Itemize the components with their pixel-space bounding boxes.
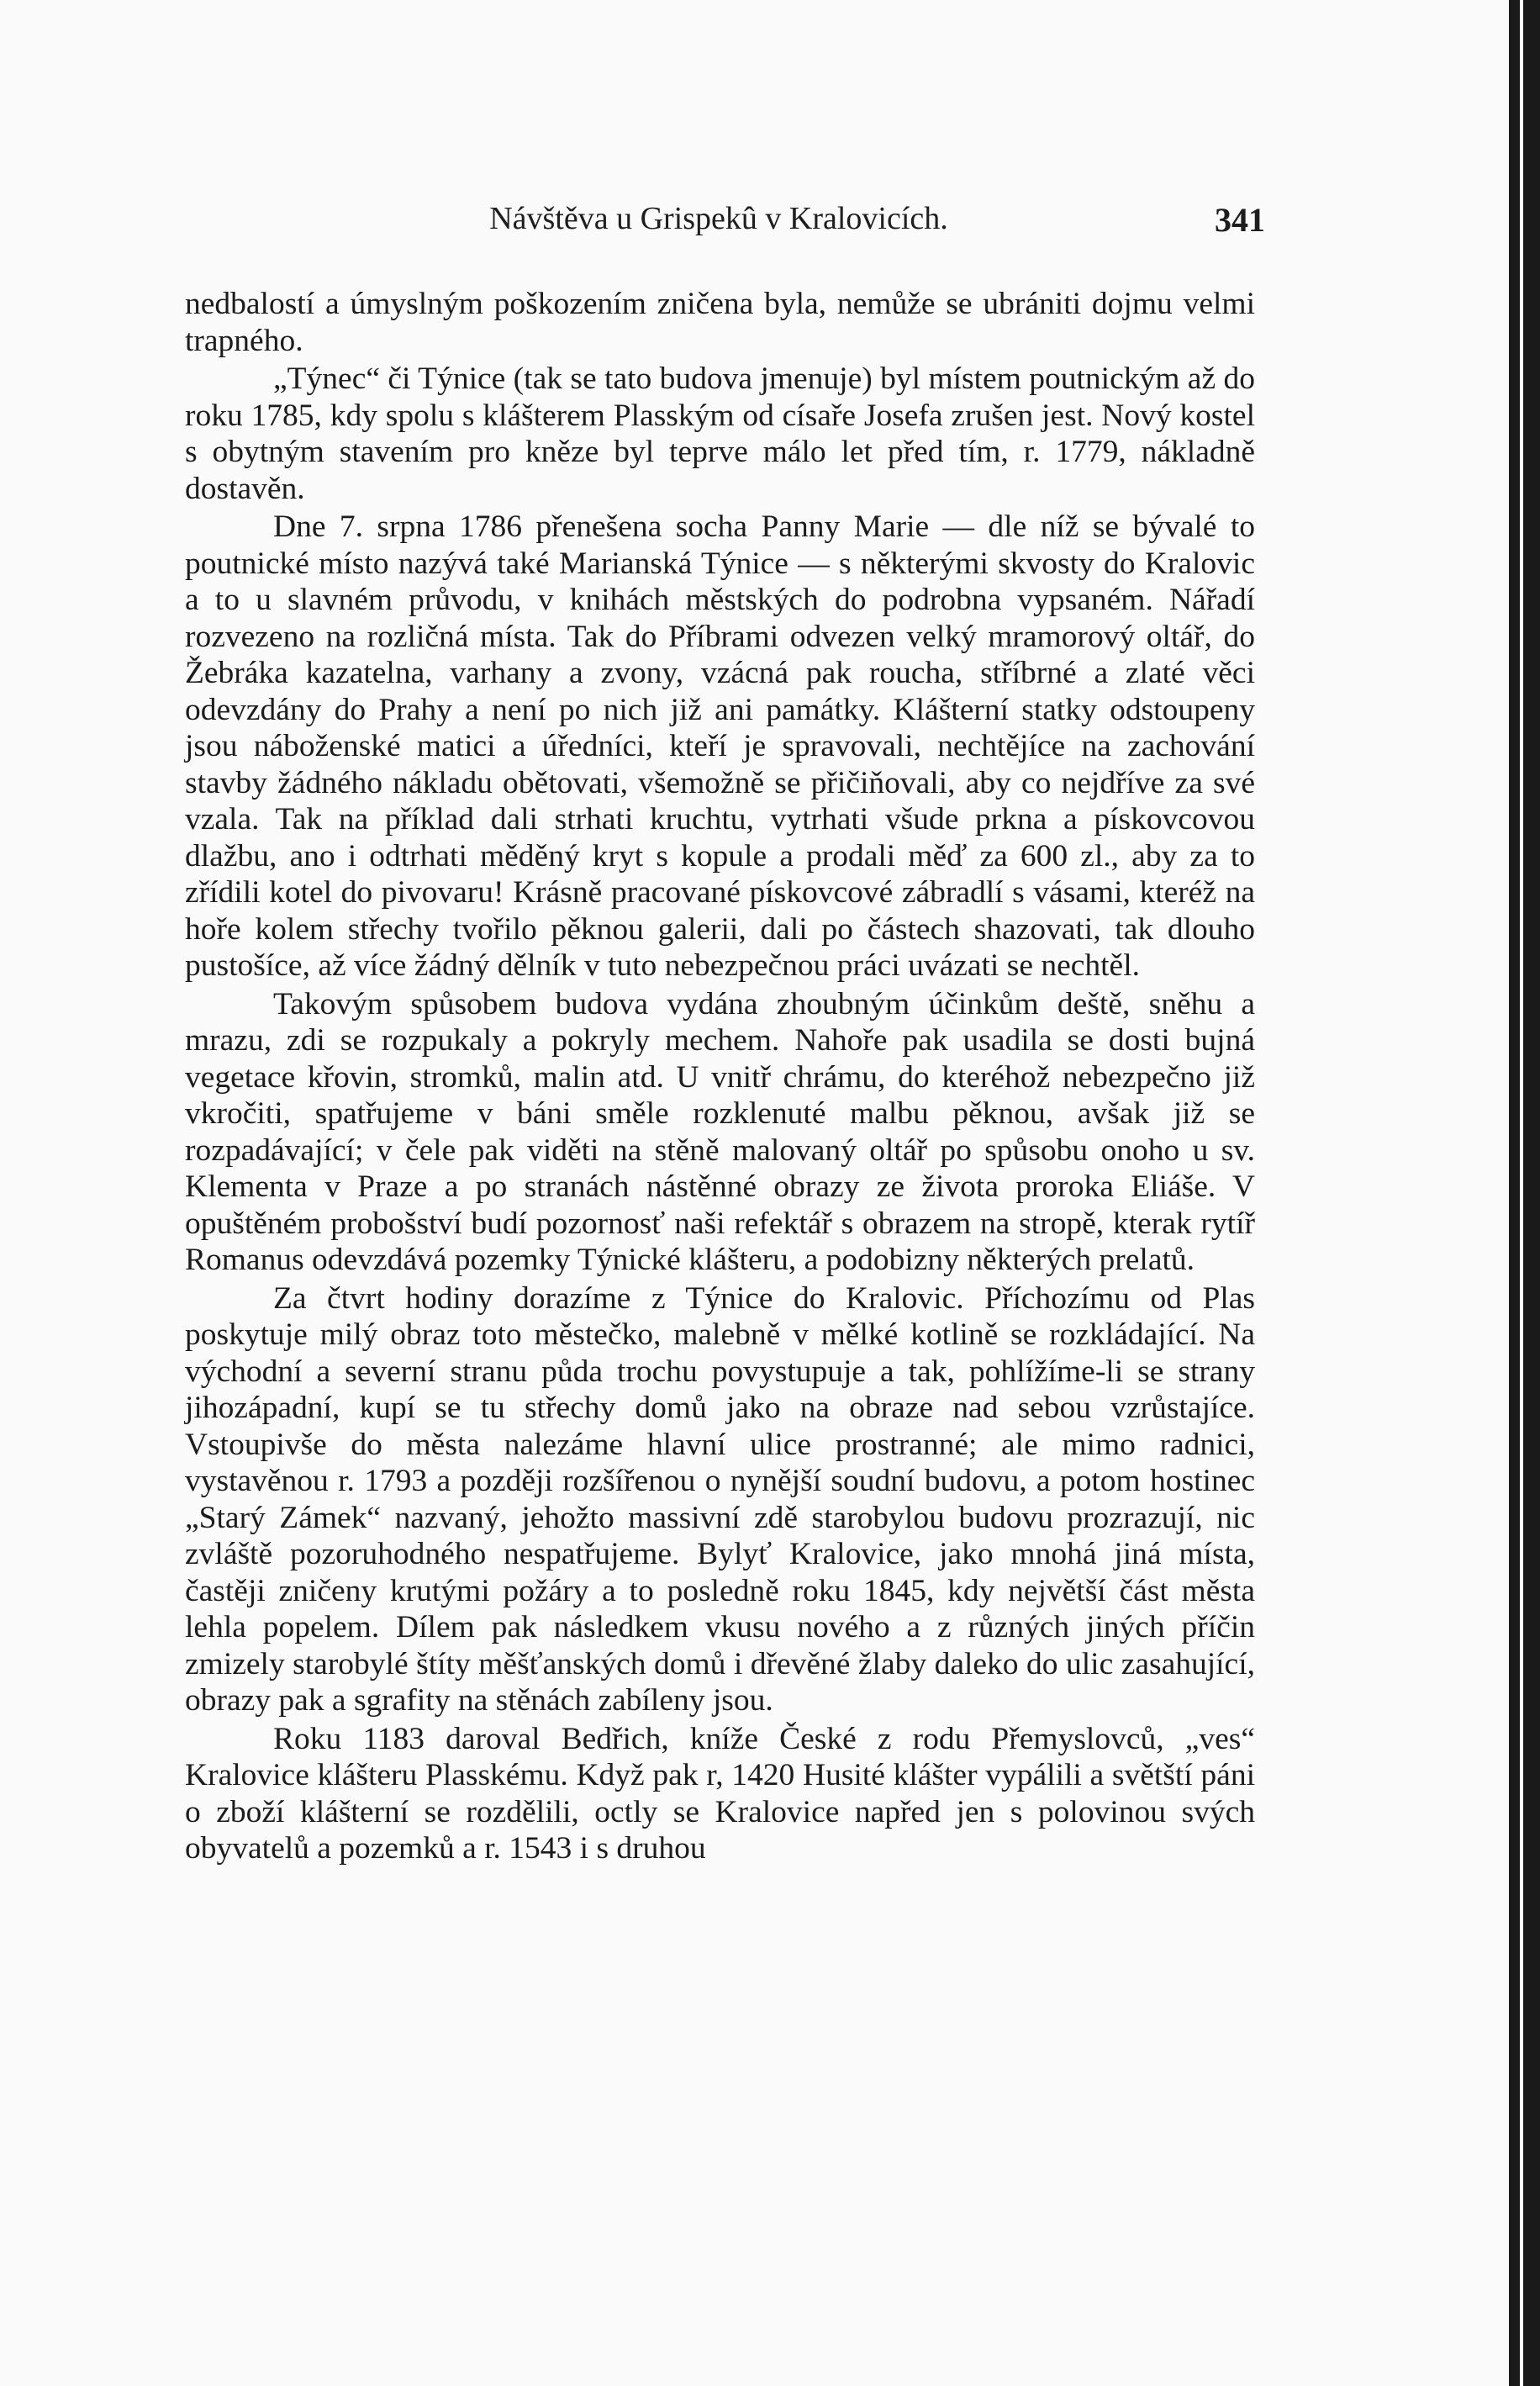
paragraph: „Týnec“ či Týnice (tak se tato budova jmenuje) byl místem poutnickým až do roku 1785, kdy spolu s klášterem Plasským od císaře Josefa zrušen jest. Nový kostel s obytným stavením pro kněze byl teprve málo let před tím, r. 1779, nákladně dostavěn. bbox=[185, 362, 1255, 506]
paragraph: nedbalostí a úmyslným poškozením zničena byla, nemůže se ubrániti dojmu velmi trapného. bbox=[185, 287, 1255, 358]
paragraph: Takovým spůsobem budova vydána zhoubným účinkům deště, sněhu a mrazu, zdi se rozpukaly a pokryly mechem. Nahoře pak usadila se dosti bujná vegetace křovin, stromků, malin atd. U vnitř chrámu, do kteréhož nebezpečno již vkročiti, spatřujeme v báni směle rozklenuté malbu pěknou, avšak již se rozpadávající; v čele pak viděti na stěně malovaný oltář po spůsobu onoho u sv. Klementa v Praze a po stranách nástěnné obrazy ze života proroka Eliáše. V opuštěném probošství budí pozornosť naši refektář s obrazem na stropě, kterak rytíř Romanus odevzdává pozemky Týnické klášteru, a podobizny některých prelatů. bbox=[185, 986, 1255, 1277]
paragraph: Roku 1183 daroval Bedřich, kníže České z rodu Přemyslovců, „ves“ Kralovice klášteru Plasskému. Když pak r, 1420 Husité klášter vypálili a světští páni o zboží klášterní se rozdělili, octly se Kralovice napřed jen s polovinou svých obyvatelů a pozemků a r. 1543 i s druhou bbox=[185, 1721, 1255, 1866]
paragraph: Za čtvrt hodiny dorazíme z Týnice do Kralovic. Příchozímu od Plas poskytuje milý obraz toto městečko, malebně v mělké kotlině se rozkládající. Na východní a severní stranu půda trochu povystupuje a tak, pohlížíme-li se strany jihozápadní, kupí se tu střechy domů jako na obraze nad sebou vzrůstajíce. Vstoupivše do města nalezáme hlavní ulice prostranné; ale mimo radnici, vystavěnou r. 1793 a později rozšířenou o nynější soudní budovu, a potom hostinec „Starý Zámek“ nazvaný, jehožto massivní zdě starobylou budovu prozrazují, nic zvláště pozoruhodného nespatřujeme. Bylyť Kralovice, jako mnohá jiná místa, častěji zničeny krutými požáry a to posledně roku 1845, kdy největší část města lehla popelem. Dílem pak následkem vkusu nového a z různých jiných příčin zmizely starobylé štíty měšťanských domů i dřevěné žlaby daleko do ulic zasahující, obrazy pak a sgrafity na stěnách zabíleny jsou. bbox=[185, 1280, 1255, 1718]
running-title: Návštěva u Grispekû v Kralovicích. bbox=[489, 201, 948, 236]
paragraph: Dne 7. srpna 1786 přenešena socha Panny Marie — dle níž se bývalé to poutnické místo nazývá také Marianská Týnice — s některými skvosty do Kralovic a to u slavném průvodu, v knihách městských do podrobna vypsaném. Nářadí rozvezeno na rozličná místa. Tak do Příbrami odvezen velký mramorový oltář, do Žebráka kazatelna, varhany a zvony, vzácná pak roucha, stříbrné a zlaté věci odevzdány do Prahy a není po nich již ani památky. Klášterní statky odstoupeny jsou náboženské matici a úředníci, kteří je spravovali, nechtějíce na zachování stavby žádného nákladu obětovati, všemožně se přičiňovali, aby co nejdříve za své vzala. Tak na příklad dali strhati kruchtu, vytrhati všude prkna a pískovcovou dlažbu, ano i odtrhati měděný kryt s kopule a prodali měď za 600 zl., aby za to zřídili kotel do pivovaru! Krásně pracované pískovcové zábradlí s vásami, kteréž na hoře kolem střechy tvořilo pěknou galerii, dali po částech shazovati, tak dlouho pustošíce, až více žádný dělník v tuto nebezpečnou práci uvázati se nechtěl. bbox=[185, 509, 1255, 983]
running-head bbox=[185, 200, 1265, 251]
page-number: 341 bbox=[1215, 201, 1265, 239]
body-text bbox=[185, 286, 1255, 1869]
page-edge-shadow bbox=[1509, 0, 1540, 2386]
page-edge-line bbox=[1520, 0, 1523, 2386]
